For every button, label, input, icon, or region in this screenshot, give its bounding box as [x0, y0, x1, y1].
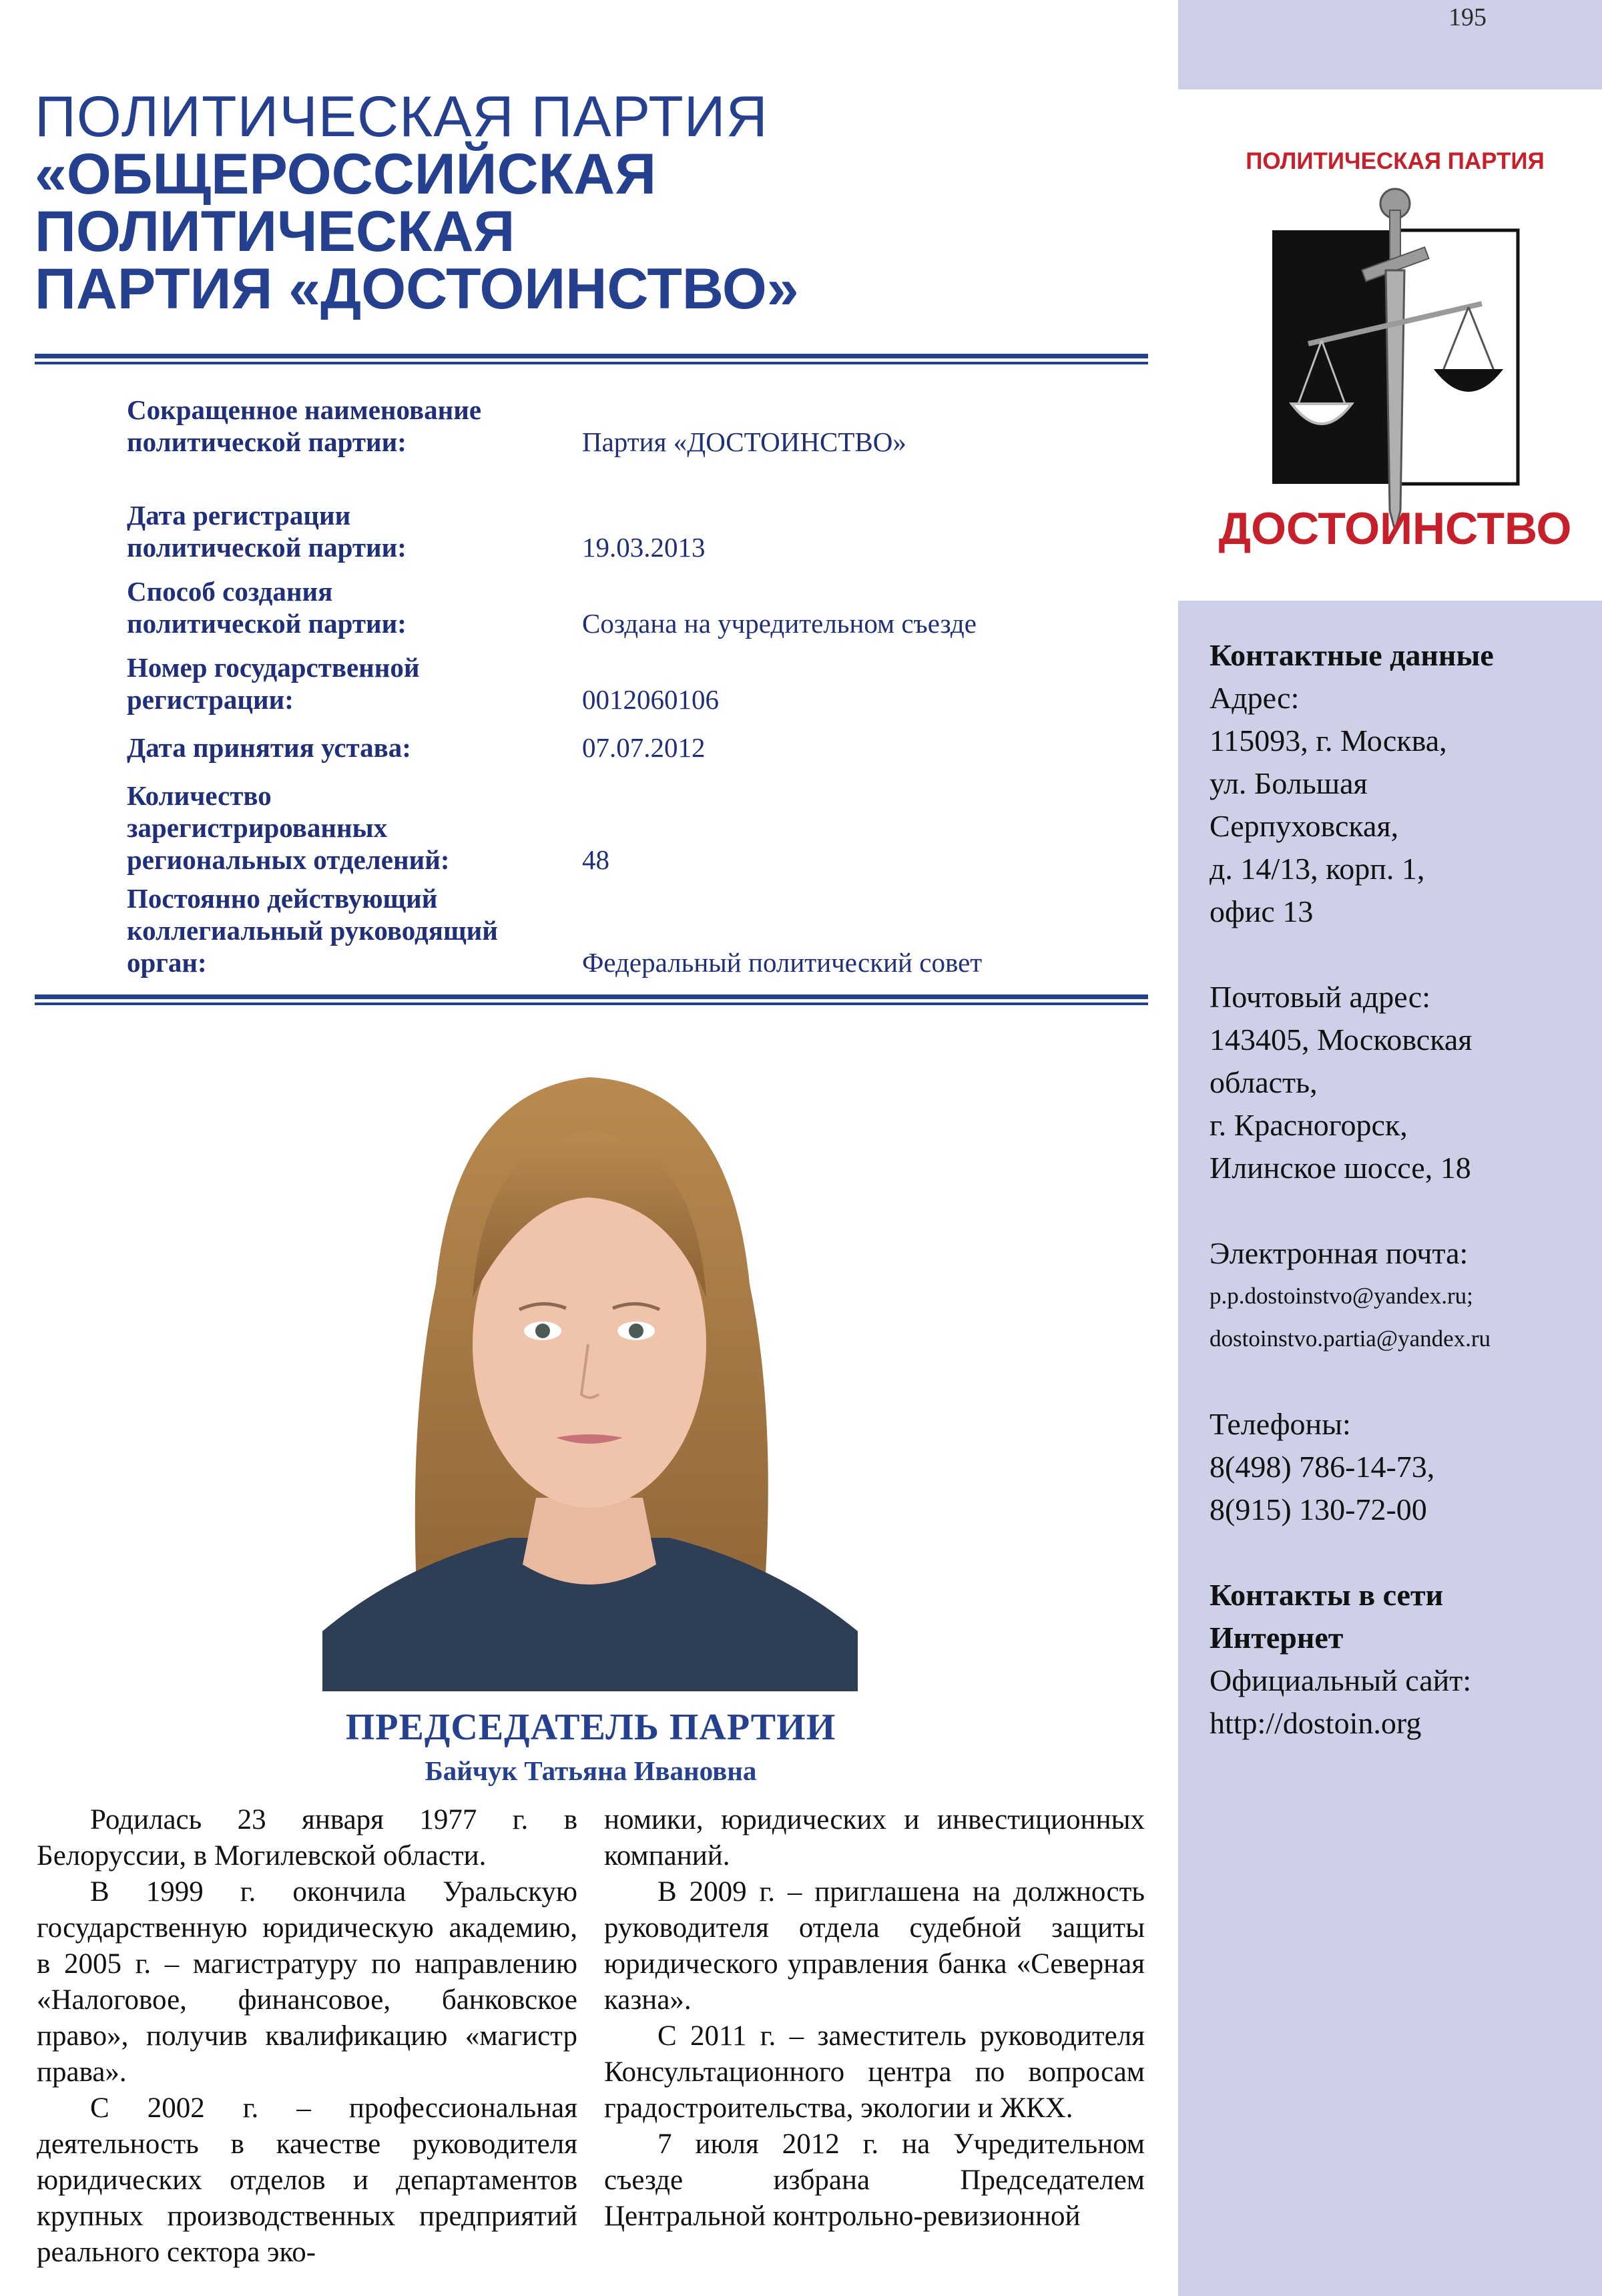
address-line: ул. Большая [1210, 766, 1368, 800]
phone-number: 8(915) 130-72-00 [1210, 1492, 1427, 1526]
info-value: 19.03.2013 [582, 532, 706, 563]
bio-paragraph: В 2009 г. – приглашена на должность руководителя отдела судебной защиты юридического управления банка «Северная казна». [604, 1876, 1145, 2016]
top-divider [35, 354, 1148, 367]
info-value: 48 [582, 844, 609, 875]
bottom-divider [35, 994, 1148, 1008]
chairman-position: ПРЕДСЕДАТЕЛЬ ПАРТИИ [345, 1707, 836, 1748]
postal-line: Илинское шоссе, 18 [1210, 1151, 1471, 1185]
party-logo [1218, 137, 1572, 554]
postal-line: г. Красногорск, [1210, 1108, 1408, 1142]
email-link[interactable]: p.p.dostoinstvo@yandex.ru; [1210, 1283, 1473, 1309]
address-line: д. 14/13, корп. 1, [1210, 852, 1425, 886]
bio-paragraph: номики, юридических и инвестиционных компаний. [604, 1804, 1145, 1872]
bio-paragraph: 7 июля 2012 г. на Учредительном съезде избрана Председателем Центральной контрольно-ревизионной [604, 2128, 1145, 2232]
info-label: Постоянно действующий коллегиальный руководящий орган: [127, 883, 498, 978]
internet-header: Контакты в сети [1210, 1578, 1444, 1612]
info-label: Сокращенное наименование политической партии: [127, 394, 482, 457]
info-label: Дата регистрации политической партии: [127, 500, 407, 563]
chairman-photo [322, 1031, 858, 1691]
address-label: Адрес: [1210, 681, 1300, 715]
bio-column-left [37, 1802, 577, 2271]
email-link[interactable]: dostoinstvo.partia@yandex.ru [1210, 1326, 1491, 1352]
bio-paragraph: В 1999 г. окончила Уральскую государственную юридическую академию, в 2005 г. – магистратуру по направлению «Налоговое, финансовое, банковское право», получив квалификацию «магистр права». [37, 1876, 577, 2088]
bio-paragraph: С 2002 г. – профессиональная деятельность в качестве руководителя юридических отделов и департаментов крупных производственных предприятий реального сектора эко- [37, 2092, 577, 2268]
info-label: Количество зарегистрированных региональных отделений: [127, 780, 450, 875]
address-line: 115093, г. Москва, [1210, 724, 1447, 758]
info-value: Федеральный политический совет [582, 947, 983, 978]
bio-paragraph: Родилась 23 января 1977 г. в Белоруссии, в Могилевской области. [37, 1804, 577, 1872]
chairman-name: Байчук Татьяна Ивановна [425, 1755, 757, 1786]
info-label: Способ создания политической партии: [127, 576, 407, 639]
info-value: 07.07.2012 [582, 732, 706, 763]
page-number: 195 [1448, 3, 1487, 31]
bio-paragraph: С 2011 г. – заместитель руководителя Консультационного центра по вопросам градостроительства, экологии и ЖКХ. [604, 2020, 1145, 2124]
info-value: Партия «ДОСТОИНСТВО» [582, 426, 906, 457]
page-title [35, 85, 1156, 321]
title-line-3: ПОЛИТИЧЕСКАЯ [35, 200, 515, 264]
postal-line: область, [1210, 1065, 1318, 1099]
address-line: офис 13 [1210, 894, 1314, 928]
contacts-panel [1210, 634, 1583, 1745]
logo-white-panel [1395, 230, 1518, 484]
info-label: Номер государственной регистрации: [127, 652, 420, 715]
postal-label: Почтовый адрес: [1210, 980, 1430, 1014]
contacts-header: Контактные данные [1210, 638, 1494, 672]
info-label: Дата принятия устава: [127, 732, 411, 763]
site-label: Официальный сайт: [1210, 1663, 1472, 1697]
postal-line: 143405, Московская [1210, 1023, 1473, 1057]
logo-top-text: ПОЛИТИЧЕСКАЯ ПАРТИЯ [1246, 148, 1545, 174]
info-value: 0012060106 [582, 684, 719, 715]
email-label: Электронная почта: [1210, 1236, 1468, 1270]
title-line-4: ПАРТИЯ «ДОСТОИНСТВО» [35, 257, 799, 321]
bio-column-right [604, 1802, 1145, 2235]
internet-header: Интернет [1210, 1621, 1344, 1655]
phone-number: 8(498) 786-14-73, [1210, 1450, 1435, 1484]
info-value: Создана на учредительном съезде [582, 608, 977, 639]
site-link[interactable]: http://dostoin.org [1210, 1706, 1422, 1740]
title-line-1: ПОЛИТИЧЕСКАЯ ПАРТИЯ [35, 85, 768, 149]
address-line: Серпуховская, [1210, 809, 1399, 843]
title-line-2: «ОБЩЕРОССИЙСКАЯ [35, 142, 657, 206]
logo-bottom-text: ДОСТОИНСТВО [1218, 503, 1572, 554]
phones-label: Телефоны: [1210, 1407, 1351, 1441]
